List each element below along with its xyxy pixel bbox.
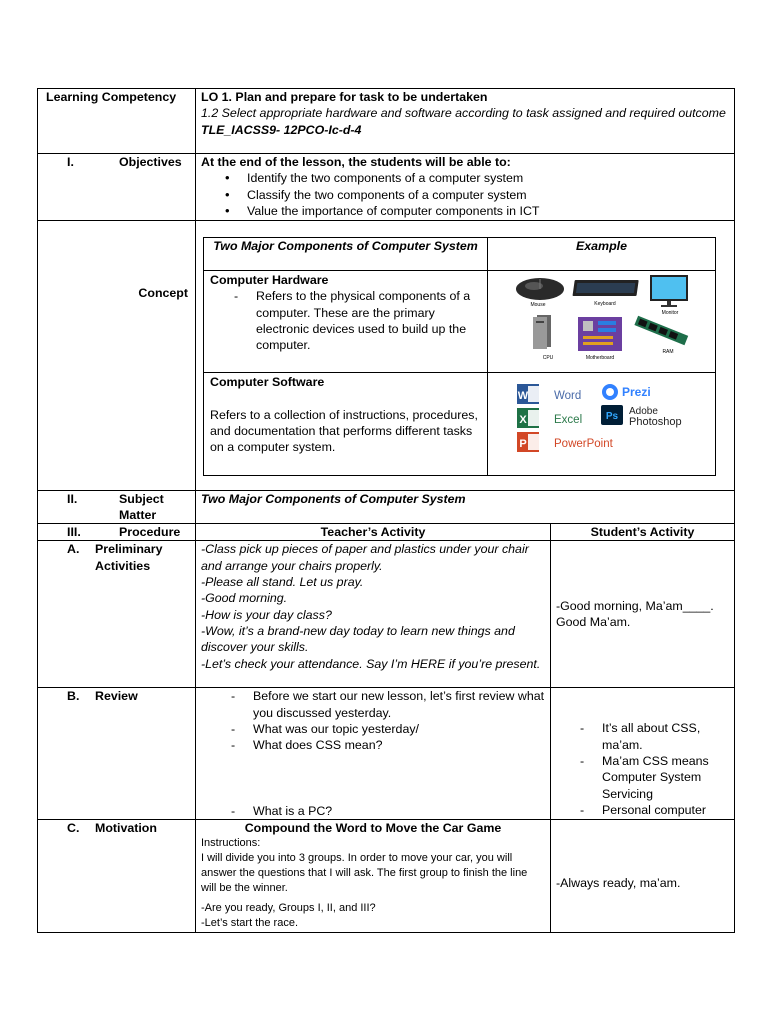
svg-text:P: P [519, 438, 527, 451]
preliminary-teacher [196, 541, 551, 688]
lo-sub: 1.2 Select appropriate hardware and software according to task assigned and required outcome [201, 106, 726, 121]
learning-competency-content [196, 89, 735, 154]
mouse-icon [516, 278, 564, 300]
procedure-header-row [38, 524, 735, 541]
list-item: -Good morning. [201, 591, 288, 606]
list-item: -Let’s start the race. [201, 917, 299, 930]
ram-label: RAM [662, 349, 674, 355]
monitor-icon [650, 275, 688, 307]
keyboard-label: Keyboard [594, 301, 616, 307]
excel-label: Excel [554, 414, 583, 427]
software-example-cell [488, 373, 716, 475]
review-row [38, 688, 735, 819]
list-item: -Class pick up pieces of paper and plastics under your chair and arrange your chairs properly. [201, 542, 529, 573]
instructions-label: Instructions: [201, 837, 261, 850]
list-item: -Please all stand. Let us pray. [201, 575, 364, 590]
svg-text:W: W [517, 390, 529, 403]
motivation-row [38, 819, 735, 932]
powerpoint-icon [517, 432, 540, 452]
powerpoint-label: PowerPoint [554, 438, 613, 451]
list-item: -Let’s check your attendance. Say I’m HERE if you’re present. [201, 656, 541, 671]
list-item: -How is your day class? [201, 607, 332, 622]
review-teacher [196, 688, 551, 819]
list-item: - What does CSS mean? [253, 737, 545, 753]
word-label: Word [554, 390, 582, 403]
adobe-label: Adobe [629, 406, 658, 418]
objectives-intro: At the end of the lesson, the students will be able to: [201, 155, 511, 169]
concept-header-right: Example [488, 238, 716, 271]
software-desc: Refers to a collection of instructions, procedures, and documentation that performs different tasks on a computer system. [210, 407, 478, 455]
hardware-desc: - Refers to the physical components of a computer. These are the primary electronic devices used to build up the computer. [256, 288, 481, 353]
list-item: - Before we start our new lesson, let’s first review what you discussed yesterday. [253, 688, 545, 721]
svg-text:X: X [519, 414, 527, 427]
subject-matter-row [38, 490, 735, 524]
software-cell: Computer Software Refers to a collection of instructions, procedures, and documentation that performs different tasks on a computer system. [204, 373, 488, 475]
photoshop-label: Photoshop [629, 416, 682, 429]
concept-header-left: Two Major Components of Computer System [204, 238, 488, 271]
motivation-title: Compound the Word to Move the Car Game [244, 820, 502, 835]
software-illustration [488, 373, 714, 470]
cpu-label: CPU [542, 355, 554, 361]
list-item: - It’s all about CSS, ma’am. [602, 720, 729, 753]
cpu-tower-icon [533, 315, 551, 349]
motivation-student: -Always ready, ma’am. [551, 819, 735, 932]
objectives-list [201, 170, 729, 219]
svg-text:Ps: Ps [605, 411, 619, 423]
student-activity-header: Student’s Activity [551, 524, 735, 541]
review-student [551, 688, 735, 819]
keyboard-icon [572, 280, 638, 296]
preliminary-student [551, 541, 735, 688]
hardware-cell: Computer Hardware - Refers to the physical components of a computer. These are the primary electronic devices used to build up the computer. [204, 271, 488, 373]
objectives-row [38, 154, 735, 221]
subject-matter-label: II. Subject Matter [38, 490, 196, 524]
learning-competency-label: Learning Competency [38, 89, 196, 154]
mouse-label: Mouse [530, 302, 546, 308]
photoshop-icon [601, 405, 623, 425]
subject-matter-content: Two Major Components of Computer System [196, 490, 735, 524]
prezi-icon [602, 384, 618, 400]
lo-code: TLE_IACSS9- 12PCO-Ic-d-4 [201, 122, 362, 137]
monitor-label: Monitor [661, 310, 679, 316]
instructions-text: I will divide you into 3 groups. In order to move your car, you will answer the questions that I will ask. The first group to finish the line will be the winner. [201, 852, 528, 895]
prezi-label: Prezi [622, 385, 651, 400]
list-item: -Good morning, Ma’am____. [556, 599, 714, 614]
lesson-plan-table [37, 88, 735, 933]
list-item: - Ma’am CSS means Computer System Servicing [602, 753, 729, 802]
word-icon [517, 384, 540, 404]
procedure-label: III. Procedure [38, 524, 196, 541]
motivation-teacher [196, 819, 551, 932]
preliminary-row [38, 541, 735, 688]
hardware-illustration [488, 271, 714, 368]
hardware-example-cell [488, 271, 716, 373]
preliminary-label: A. Preliminary Activities [38, 541, 196, 688]
list-item: -Wow, it’s a brand-new day today to learn new things and discover your skills. [201, 623, 515, 655]
concept-inner-table [203, 237, 716, 476]
concept-row [38, 221, 735, 491]
list-item: Good Ma’am. [556, 615, 631, 630]
lo-title: LO 1. Plan and prepare for task to be undertaken [201, 90, 488, 104]
motherboard-label: Motherboard [585, 355, 615, 361]
objectives-content [196, 154, 735, 221]
list-item: - Personal computer [602, 802, 729, 818]
motherboard-icon [578, 317, 622, 351]
ram-icon [634, 316, 688, 346]
learning-competency-row [38, 89, 735, 154]
concept-label: Concept [38, 221, 196, 491]
excel-icon [517, 408, 540, 428]
motivation-label: C. Motivation [38, 819, 196, 932]
list-item: -Are you ready, Groups I, II, and III? [201, 902, 376, 915]
review-label: B. Review [38, 688, 196, 819]
list-item: • Classify the two components of a computer system [247, 187, 729, 203]
concept-content [196, 221, 735, 491]
list-item: - What was our topic yesterday/ [253, 721, 545, 737]
list-item: • Value the importance of computer components in ICT [247, 203, 729, 219]
teacher-activity-header: Teacher’s Activity [196, 524, 551, 541]
list-item: • Identify the two components of a computer system [247, 170, 729, 186]
list-item: - What is a PC? [253, 803, 545, 819]
objectives-label: I. Objectives [38, 154, 196, 221]
